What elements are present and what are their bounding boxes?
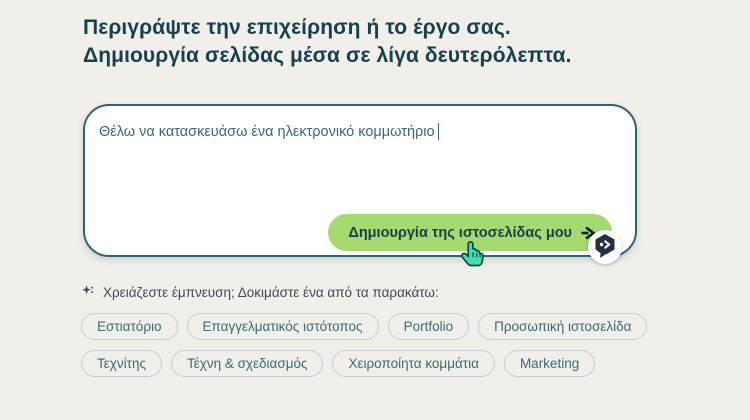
suggestion-pill[interactable]: Προσωπική ιστοσελίδα bbox=[478, 313, 647, 340]
chat-bubble-logo-icon bbox=[593, 233, 617, 261]
suggestion-pill[interactable]: Τέχνη & σχεδιασμός bbox=[171, 350, 324, 377]
create-website-button-label: Δημιουργία της ιστοσελίδας μου bbox=[348, 224, 572, 241]
suggestion-pill[interactable]: Εστιατόριο bbox=[81, 313, 178, 340]
suggestion-pill[interactable]: Επαγγελματικός ιστότοπος bbox=[187, 313, 379, 340]
prompt-input[interactable] bbox=[99, 122, 615, 142]
suggestion-row-1 bbox=[81, 313, 647, 340]
page-title bbox=[83, 14, 683, 70]
suggestion-pill[interactable]: Marketing bbox=[504, 350, 595, 377]
text-caret bbox=[438, 123, 440, 140]
suggestion-pill[interactable]: Τεχνίτης bbox=[81, 350, 162, 377]
suggestion-pill[interactable]: Χειροποίητα κομμάτια bbox=[332, 350, 494, 377]
suggestion-pill[interactable]: Portfolio bbox=[388, 313, 470, 340]
sparkle-icon bbox=[80, 283, 95, 301]
suggestion-row-2 bbox=[81, 350, 595, 377]
page-title-line1: Περιγράψτε την επιχείρηση ή το έργο σας. bbox=[83, 16, 511, 39]
inspiration-hint bbox=[80, 283, 439, 301]
create-website-button[interactable] bbox=[328, 214, 612, 251]
prompt-input-value: Θέλω να κατασκευάσω ένα ηλεκτρονικό κομμωτήριο bbox=[99, 124, 435, 140]
page-title-line2: Δημιουργία σελίδας μέσα σε λίγα δευτερόλεπτα. bbox=[83, 44, 572, 67]
inspiration-hint-label: Χρειάζεστε έμπνευση; Δοκιμάστε ένα από τα παρακάτω: bbox=[103, 284, 439, 300]
prompt-card bbox=[83, 104, 637, 257]
chat-assistant-badge[interactable] bbox=[588, 230, 622, 264]
